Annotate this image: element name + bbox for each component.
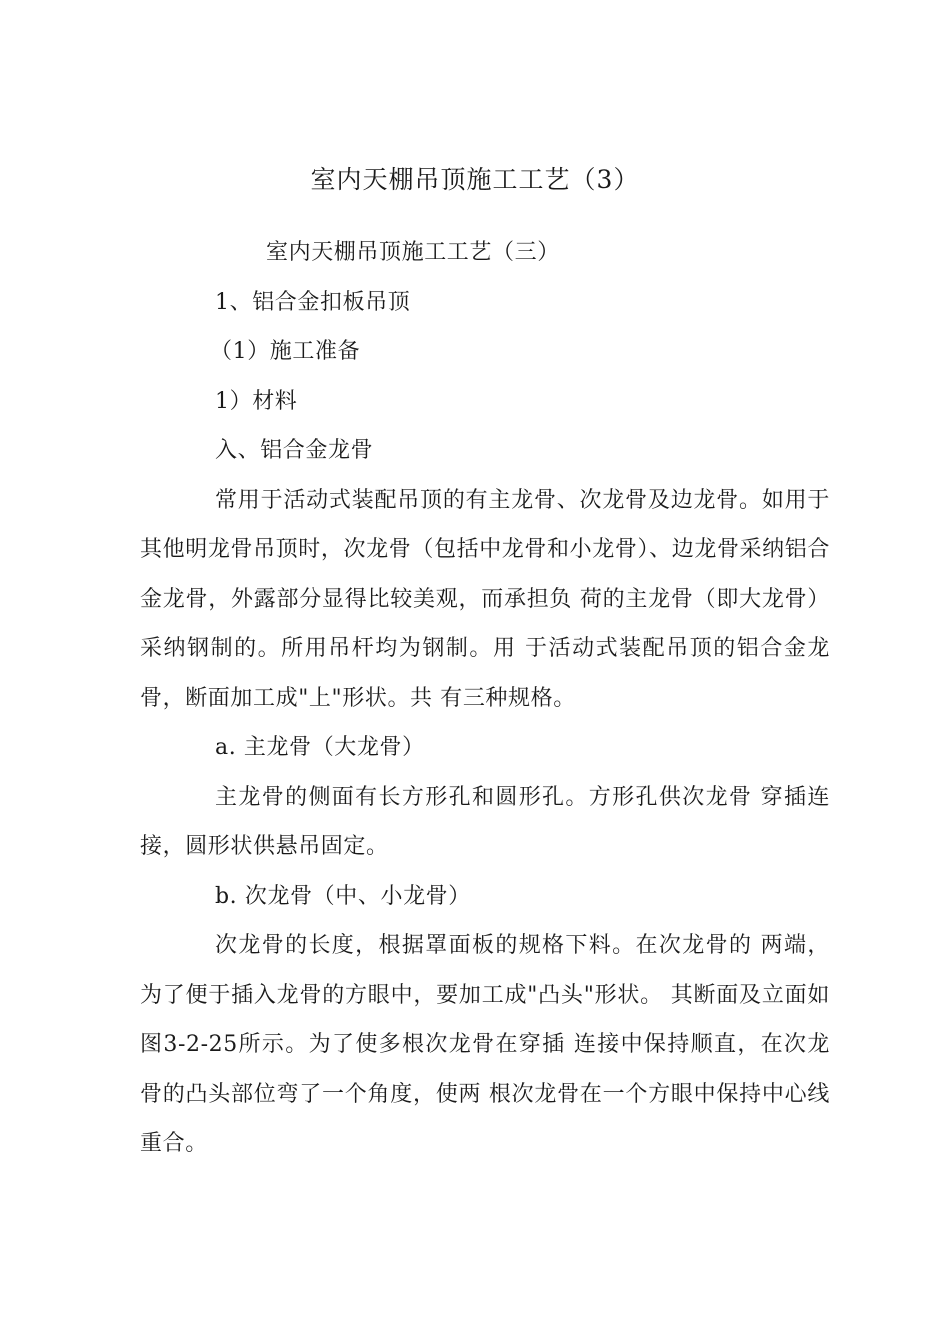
item-heading: 1）材料 [215, 388, 298, 414]
list-heading-a: a. 主龙骨（大龙骨） [215, 735, 425, 760]
subsection-heading: （1）施工准备 [210, 339, 361, 364]
paragraph: 主龙骨的侧面有长方形孔和圆形孔。方形孔供次龙骨 穿插连接，圆形状供悬吊固定。 [140, 784, 830, 859]
paragraph: 次龙骨的长度，根据罩面板的规格下料。在次龙骨的 两端，为了便于插入龙骨的方眼中，要加工成"凸头"形状。 其断面及立面如图3-2-25所示。为了使多根次龙骨在穿插 连接中保持顺直，在次龙骨的凸头部位弯了一个角度，使两 根次龙骨在一个方眼中保持中心线重合。 [140, 933, 830, 1156]
document-title: 室内天棚吊顶施工工艺（3） [310, 165, 640, 194]
document-body [140, 228, 830, 1169]
section-heading: 1、铝合金扣板吊顶 [215, 289, 411, 315]
item-subheading: 入、铝合金龙骨 [215, 438, 374, 463]
list-heading-b: b. 次龙骨（中、小龙骨） [215, 883, 471, 909]
document-subtitle: 室内天棚吊顶施工工艺（三） [266, 240, 560, 265]
paragraph: 常用于活动式装配吊顶的有主龙骨、次龙骨及边龙骨。如用于其他明龙骨吊顶时，次龙骨（包括中龙骨和小龙骨）、边龙骨采纳铝合金龙骨，外露部分显得比较美观，而承担负 荷的主龙骨（即大龙骨）采纳钢制的。所用吊杆均为钢制。用 于活动式装配吊顶的铝合金龙骨，断面加工成"上"形状。共 有三种规格。 [140, 487, 830, 711]
